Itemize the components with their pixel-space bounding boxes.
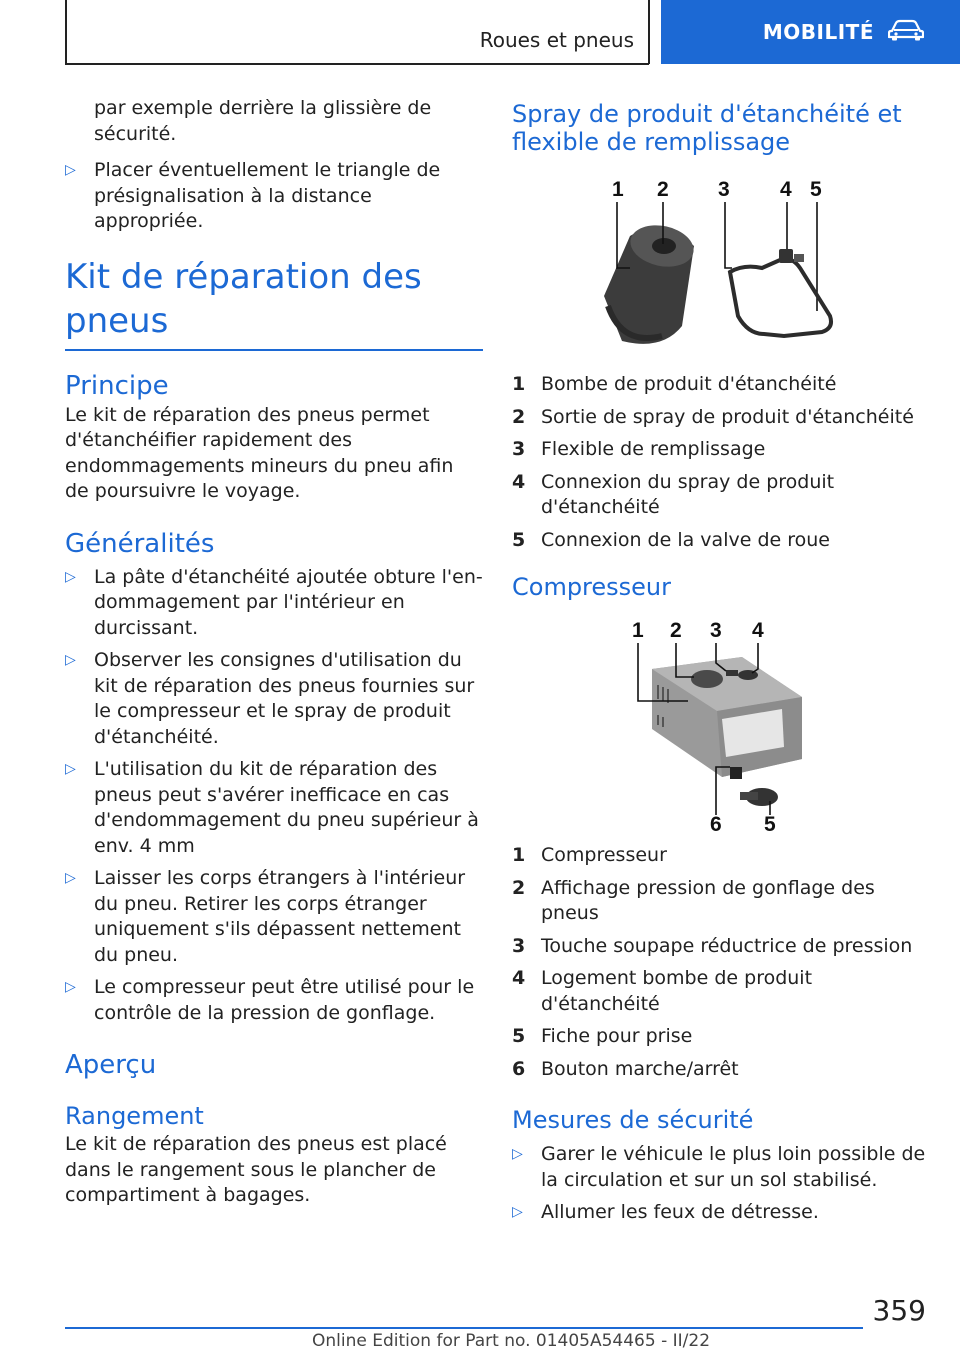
apercu-heading: Aperçu (65, 1050, 157, 1080)
header-rule-left (65, 0, 67, 64)
bullet-triangle-icon: ▷ (512, 1204, 523, 1220)
page-number: 359 (872, 1294, 926, 1327)
list-item: 6 Bouton marche/arrêt (512, 1057, 739, 1080)
callout-label: 1 (632, 619, 644, 642)
bullet-triangle-icon: ▷ (65, 979, 76, 995)
list-item: ▷ La pâte d'étanchéité ajoutée obture l'endommagement par l'intérieur en durcissant. (65, 565, 483, 639)
list-item: 2 Sortie de spray de produit d'étanchéité (512, 405, 914, 428)
sealant-canister (604, 220, 697, 344)
header-rule-divider (648, 0, 650, 64)
list-item: 3 Flexible de remplissage (512, 438, 766, 460)
intro-bullet-list (65, 158, 483, 235)
title-rule (65, 349, 483, 351)
spray-illustration (512, 176, 932, 366)
callout-label: 2 (657, 178, 669, 201)
callout-label: 3 (710, 619, 722, 642)
callout-label: 2 (670, 619, 682, 642)
intro-continuation: par exemple derrière la glissière de sécurité. (94, 97, 432, 145)
filler-hose (730, 249, 831, 336)
list-item: 1 Compresseur (512, 844, 667, 866)
callout-label: 5 (810, 178, 822, 201)
header-chapter-tab (661, 0, 960, 64)
bullet-triangle-icon: ▷ (65, 761, 76, 777)
callout-label: 5 (764, 813, 776, 836)
list-item: 5 Fiche pour prise (512, 1025, 693, 1047)
chapter-title-block (65, 255, 483, 351)
header-section-title: Roues et pneus (479, 28, 634, 52)
compressor-legend (512, 843, 932, 1082)
list-item: 3 Touche soupape réductrice de pression (512, 934, 913, 957)
list-item: ▷ Laisser les corps étrangers à l'intérieur du pneu. Retirer les corps étranger uniquement s'ils dépassent nettement du pneu. (65, 867, 466, 966)
compressor-heading: Compresseur (512, 573, 672, 601)
left-column (65, 96, 483, 1209)
callout-label: 1 (612, 178, 624, 201)
list-item: 1 Bombe de produit d'étanchéité (512, 373, 837, 395)
header-chapter-label: MOBILITÉ (762, 20, 874, 44)
list-item: 4 Logement bombe de produit d'étanchéité (512, 967, 813, 1015)
spray-heading: Spray de produit d'étanchéité et flexible de remplissage (512, 100, 902, 156)
principe-text: Le kit de réparation des pneus permet d'étanchéifier rapidement des endommagements mineurs du pneu afin de poursuivre le voyage. (65, 403, 454, 502)
footer-rule (65, 1327, 863, 1329)
compressor-illustration (512, 619, 932, 841)
list-item: 5 Connexion de la valve de roue (512, 528, 830, 551)
list-item: ▷ Allumer les feux de détresse. (512, 1200, 932, 1226)
list-item: 4 Connexion du spray de produit d'étanchéité (512, 470, 835, 518)
generalites-list (65, 565, 483, 1027)
callout-label: 6 (710, 813, 722, 836)
bullet-triangle-icon: ▷ (65, 870, 76, 886)
car-icon (888, 19, 924, 45)
list-item: ▷ Le compresseur peut être utilisé pour le contrôle de la pression de gonflage. (65, 976, 475, 1024)
header-rule-bottom (65, 63, 649, 65)
safety-heading: Mesures de sécurité (512, 1106, 754, 1134)
bullet-triangle-icon: ▷ (512, 1146, 523, 1162)
page-title: Kit de réparation des pneus (65, 256, 422, 341)
compressor-body (652, 657, 802, 806)
bullet-triangle-icon: ▷ (65, 162, 76, 178)
principe-heading: Principe (65, 370, 169, 401)
safety-list (512, 1142, 932, 1226)
generalites-heading: Généralités (65, 528, 215, 559)
callout-label: 4 (752, 619, 764, 642)
list-item: 2 Affichage pression de gonflage des pneus (512, 876, 875, 924)
list-item: ▷ L'utilisation du kit de réparation des pneus peut s'avérer inefficace en cas d'endommagement du pneu supérieur à env. 4 mm (65, 758, 479, 857)
bullet-triangle-icon: ▷ (65, 652, 76, 668)
list-item: ▷ Garer le véhicule le plus loin possible de la circulation et sur un sol stabilisé. (512, 1143, 926, 1191)
footer-edition: Online Edition for Part no. 01405A54465 - II/22 (312, 1331, 711, 1351)
list-item: ▷ Observer les consignes d'utilisation du kit de réparation des pneus fournies sur le compresseur et le spray de produit d'étanchéité. (65, 649, 475, 748)
right-column (512, 96, 932, 1233)
callout-label: 3 (718, 178, 730, 201)
list-item: ▷ Placer éventuellement le triangle de présignalisation à la distance appropriée. (65, 159, 441, 232)
callout-label: 4 (780, 178, 792, 201)
bullet-triangle-icon: ▷ (65, 568, 76, 585)
spray-legend (512, 372, 932, 553)
rangement-heading: Rangement (65, 1102, 204, 1130)
rangement-text: Le kit de réparation des pneus est placé dans le rangement sous le plancher de compartiment à bagages. (65, 1133, 447, 1206)
